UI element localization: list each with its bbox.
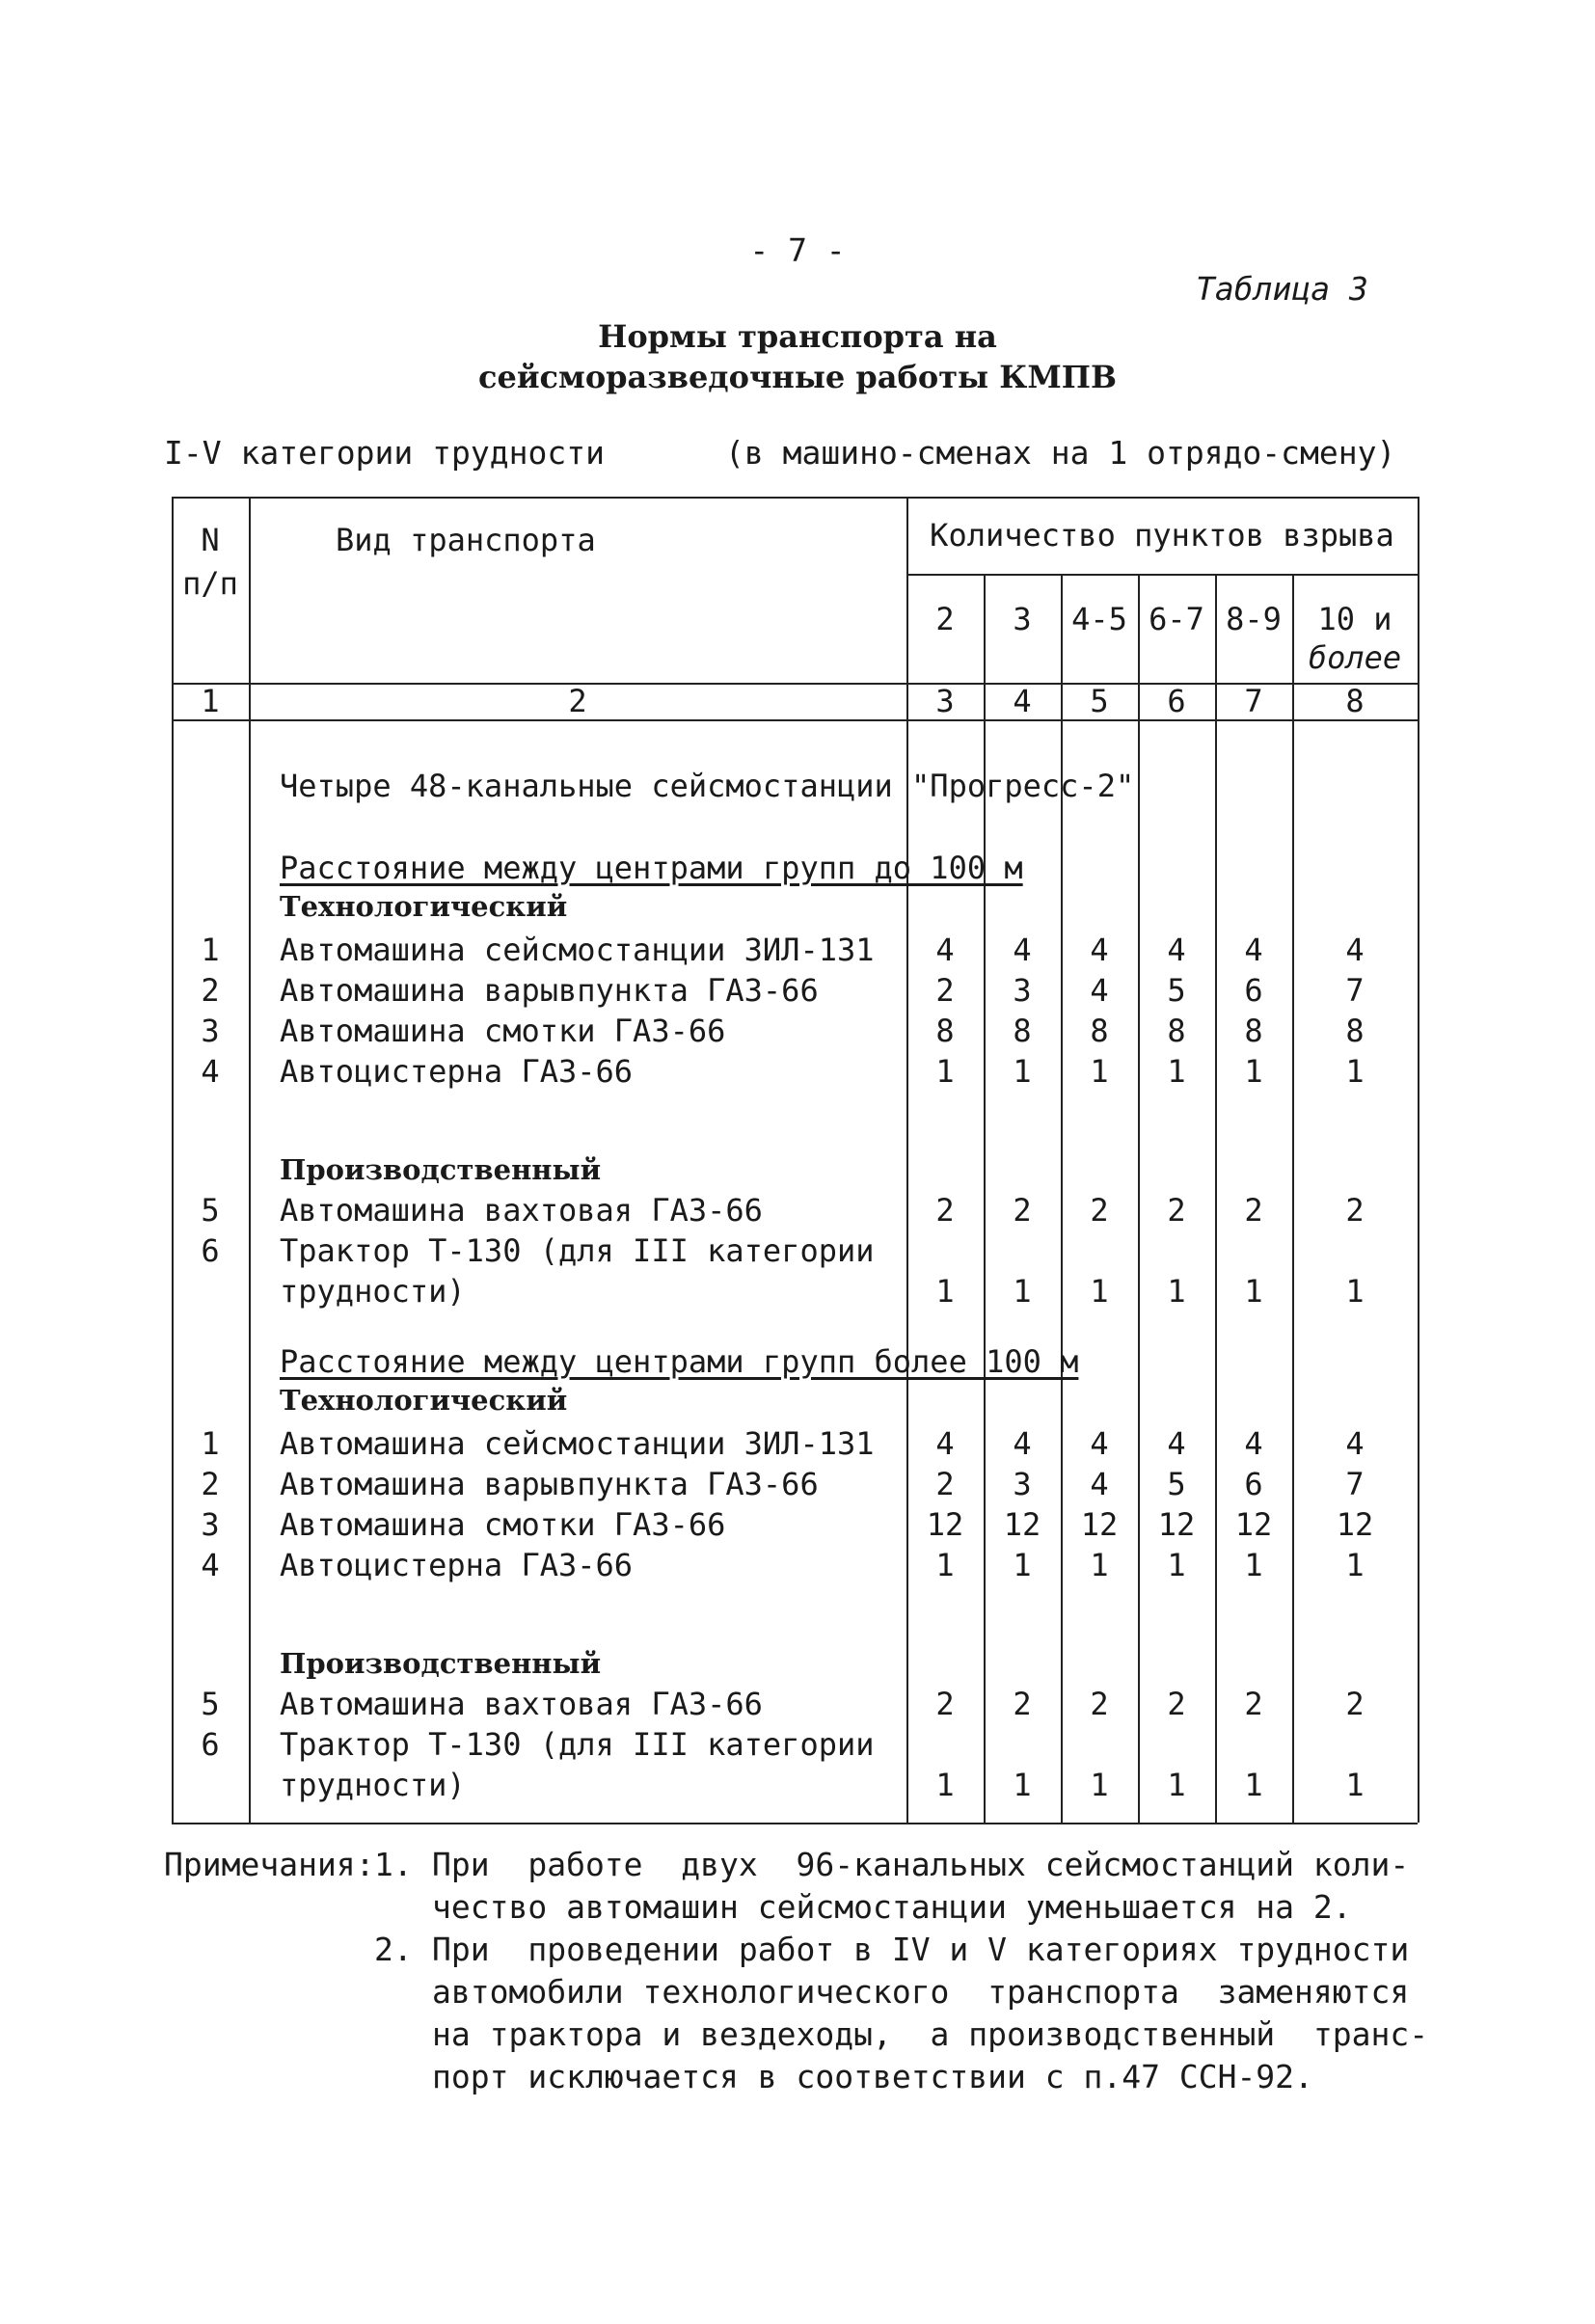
row-value: 6 bbox=[1244, 1466, 1263, 1502]
row-value: 2 bbox=[1167, 1686, 1186, 1722]
row-value: 8 bbox=[1345, 1013, 1365, 1049]
row-number: 1 bbox=[201, 1425, 220, 1462]
table-bottom-border bbox=[172, 1823, 1418, 1824]
row-value: 4 bbox=[1167, 1425, 1186, 1462]
row-number: 5 bbox=[201, 1686, 220, 1722]
row-value: 1 bbox=[1013, 1273, 1032, 1310]
header-col-4: 6-7 bbox=[1149, 601, 1204, 637]
row-value: 1 bbox=[1167, 1273, 1186, 1310]
row-value: 4 bbox=[1244, 1425, 1263, 1462]
row-transport-name: Автомашина смотки ГАЗ-66 bbox=[280, 1013, 726, 1049]
row-transport-name-line-2: трудности) bbox=[280, 1273, 466, 1310]
row-value: 2 bbox=[935, 972, 955, 1009]
page-number: - 7 - bbox=[749, 231, 846, 269]
header-num-2: п/п bbox=[182, 565, 238, 602]
row-value: 4 bbox=[1090, 1425, 1109, 1462]
row-number: 4 bbox=[201, 1547, 220, 1583]
header-num: N bbox=[201, 522, 220, 558]
row-value: 2 bbox=[1345, 1192, 1365, 1229]
row-value: 2 bbox=[935, 1686, 955, 1722]
row-value: 1 bbox=[1345, 1273, 1365, 1310]
index-cell: 7 bbox=[1244, 683, 1263, 719]
row-transport-name: Автомашина смотки ГАЗ-66 bbox=[280, 1506, 726, 1543]
table-title-line-2: сейсморазведочные работы КМПВ bbox=[477, 359, 1118, 395]
note-line: автомобили технологического транспорта заменяются bbox=[432, 1973, 1410, 2011]
row-number: 2 bbox=[201, 972, 220, 1009]
row-number: 1 bbox=[201, 932, 220, 968]
row-value: 4 bbox=[1345, 1425, 1365, 1462]
row-value: 7 bbox=[1345, 972, 1365, 1009]
header-col-1: 2 bbox=[935, 601, 955, 637]
row-number: 4 bbox=[201, 1053, 220, 1090]
distance-heading: Расстояние между центрами групп до 100 м bbox=[280, 850, 1023, 886]
row-transport-name: Автомашина вахтовая ГАЗ-66 bbox=[280, 1686, 763, 1722]
row-transport-name: Трактор Т-130 (для III категории bbox=[280, 1232, 875, 1269]
row-number: 2 bbox=[201, 1466, 220, 1502]
row-value: 1 bbox=[1013, 1053, 1032, 1090]
tech-section-title: Технологический bbox=[280, 890, 568, 923]
row-value: 12 bbox=[926, 1506, 964, 1543]
table-label: Таблица 3 bbox=[1196, 270, 1368, 308]
row-value: 2 bbox=[1167, 1192, 1186, 1229]
index-cell: 2 bbox=[568, 683, 587, 719]
row-value: 8 bbox=[1244, 1013, 1263, 1049]
row-value: 1 bbox=[1013, 1547, 1032, 1583]
row-value: 1 bbox=[1090, 1547, 1109, 1583]
row-value: 1 bbox=[1244, 1547, 1263, 1583]
note-line: При работе двух 96-канальных сейсмостанций коли- bbox=[432, 1846, 1410, 1883]
table-title-line-1: Нормы транспорта на bbox=[598, 318, 997, 355]
row-value: 1 bbox=[1345, 1547, 1365, 1583]
row-number: 3 bbox=[201, 1013, 220, 1049]
row-value: 4 bbox=[1013, 1425, 1032, 1462]
row-value: 1 bbox=[935, 1547, 955, 1583]
station-description: Четыре 48-канальные сейсмостанции "Прогресс-2" bbox=[280, 768, 1135, 804]
units-note: (в машино-сменах на 1 отрядо-смену) bbox=[725, 434, 1396, 472]
value-column-divider-5 bbox=[1292, 574, 1294, 1823]
row-value: 6 bbox=[1244, 972, 1263, 1009]
row-value: 5 bbox=[1167, 1466, 1186, 1502]
row-transport-name: Автомашина варывпункта ГАЗ-66 bbox=[280, 972, 819, 1009]
note-line: на трактора и вездеходы, а производственный транс- bbox=[432, 2015, 1429, 2053]
header-col-3: 4-5 bbox=[1071, 601, 1127, 637]
row-value: 4 bbox=[1090, 932, 1109, 968]
row-value: 2 bbox=[1090, 1686, 1109, 1722]
index-cell: 1 bbox=[201, 683, 220, 719]
row-value: 4 bbox=[935, 932, 955, 968]
row-value: 2 bbox=[1244, 1192, 1263, 1229]
row-number: 3 bbox=[201, 1506, 220, 1543]
row-value: 1 bbox=[935, 1053, 955, 1090]
index-cell: 5 bbox=[1090, 683, 1109, 719]
difficulty-categories: I-V категории трудности bbox=[164, 434, 605, 472]
row-value: 1 bbox=[1090, 1767, 1109, 1803]
row-value: 1 bbox=[935, 1767, 955, 1803]
index-cell: 6 bbox=[1167, 683, 1186, 719]
note-line: чество автомашин сейсмостанции уменьшается на 2. bbox=[432, 1888, 1352, 1926]
row-transport-name: Автомашина сейсмостанции ЗИЛ-131 bbox=[280, 1425, 875, 1462]
row-value: 4 bbox=[1244, 932, 1263, 968]
row-transport-name: Автоцистерна ГАЗ-66 bbox=[280, 1053, 634, 1090]
notes-label: Примечания: bbox=[164, 1846, 375, 1883]
row-value: 1 bbox=[935, 1273, 955, 1310]
row-value: 2 bbox=[935, 1192, 955, 1229]
row-transport-name: Автомашина вахтовая ГАЗ-66 bbox=[280, 1192, 763, 1229]
row-value: 12 bbox=[1336, 1506, 1374, 1543]
header-col-5: 8-9 bbox=[1226, 601, 1282, 637]
row-value: 4 bbox=[935, 1425, 955, 1462]
distance-heading: Расстояние между центрами групп более 100 м bbox=[280, 1343, 1079, 1380]
header-col-6-line-2: более bbox=[1308, 639, 1402, 676]
row-value: 4 bbox=[1167, 932, 1186, 968]
row-value: 2 bbox=[1013, 1192, 1032, 1229]
row-value: 1 bbox=[1244, 1767, 1263, 1803]
index-cell: 8 bbox=[1345, 683, 1365, 719]
header-col-2: 3 bbox=[1013, 601, 1032, 637]
row-value: 2 bbox=[935, 1466, 955, 1502]
row-value: 5 bbox=[1167, 972, 1186, 1009]
num-column-divider bbox=[249, 497, 251, 1823]
production-section-title: Производственный bbox=[280, 1647, 602, 1680]
row-value: 7 bbox=[1345, 1466, 1365, 1502]
row-value: 1 bbox=[1167, 1767, 1186, 1803]
note-number: 2. bbox=[374, 1931, 413, 1968]
row-number: 5 bbox=[201, 1192, 220, 1229]
row-value: 4 bbox=[1013, 932, 1032, 968]
row-value: 3 bbox=[1013, 972, 1032, 1009]
row-transport-name: Трактор Т-130 (для III категории bbox=[280, 1726, 875, 1763]
note-line: порт исключается в соответствии с п.47 ССН-92. bbox=[432, 2058, 1313, 2095]
row-transport-name-line-2: трудности) bbox=[280, 1767, 466, 1803]
row-number: 6 bbox=[201, 1726, 220, 1763]
row-value: 1 bbox=[1167, 1053, 1186, 1090]
right-border bbox=[1418, 497, 1419, 1823]
row-value: 1 bbox=[1244, 1053, 1263, 1090]
index-cell: 4 bbox=[1013, 683, 1032, 719]
note-number: 1. bbox=[374, 1846, 413, 1883]
row-value: 4 bbox=[1090, 1466, 1109, 1502]
row-value: 1 bbox=[1090, 1273, 1109, 1310]
row-value: 2 bbox=[1013, 1686, 1032, 1722]
index-cell: 3 bbox=[935, 683, 955, 719]
header-explosion-points: Количество пунктов взрыва bbox=[930, 517, 1394, 554]
row-value: 3 bbox=[1013, 1466, 1032, 1502]
row-value: 4 bbox=[1345, 932, 1365, 968]
table-top-border bbox=[172, 497, 1418, 499]
row-value: 12 bbox=[1157, 1506, 1196, 1543]
header-transport-type: Вид транспорта bbox=[336, 522, 596, 558]
row-value: 8 bbox=[1167, 1013, 1186, 1049]
row-value: 12 bbox=[1234, 1506, 1273, 1543]
row-value: 8 bbox=[1013, 1013, 1032, 1049]
row-value: 1 bbox=[1090, 1053, 1109, 1090]
row-value: 2 bbox=[1244, 1686, 1263, 1722]
tech-section-title: Технологический bbox=[280, 1384, 568, 1417]
production-section-title: Производственный bbox=[280, 1153, 602, 1186]
row-transport-name: Автомашина варывпункта ГАЗ-66 bbox=[280, 1466, 819, 1502]
row-value: 1 bbox=[1013, 1767, 1032, 1803]
row-value: 1 bbox=[1244, 1273, 1263, 1310]
row-value: 12 bbox=[1003, 1506, 1041, 1543]
row-value: 1 bbox=[1345, 1767, 1365, 1803]
row-value: 8 bbox=[1090, 1013, 1109, 1049]
row-value: 2 bbox=[1090, 1192, 1109, 1229]
row-value: 8 bbox=[935, 1013, 955, 1049]
row-value: 1 bbox=[1167, 1547, 1186, 1583]
row-transport-name: Автомашина сейсмостанции ЗИЛ-131 bbox=[280, 932, 875, 968]
row-number: 6 bbox=[201, 1232, 220, 1269]
row-value: 4 bbox=[1090, 972, 1109, 1009]
row-value: 2 bbox=[1345, 1686, 1365, 1722]
note-line: При проведении работ в IV и V категориях трудности bbox=[432, 1931, 1410, 1968]
header-col-6: 10 и bbox=[1317, 601, 1392, 637]
row-value: 12 bbox=[1080, 1506, 1119, 1543]
row-transport-name: Автоцистерна ГАЗ-66 bbox=[280, 1547, 634, 1583]
row-value: 1 bbox=[1345, 1053, 1365, 1090]
